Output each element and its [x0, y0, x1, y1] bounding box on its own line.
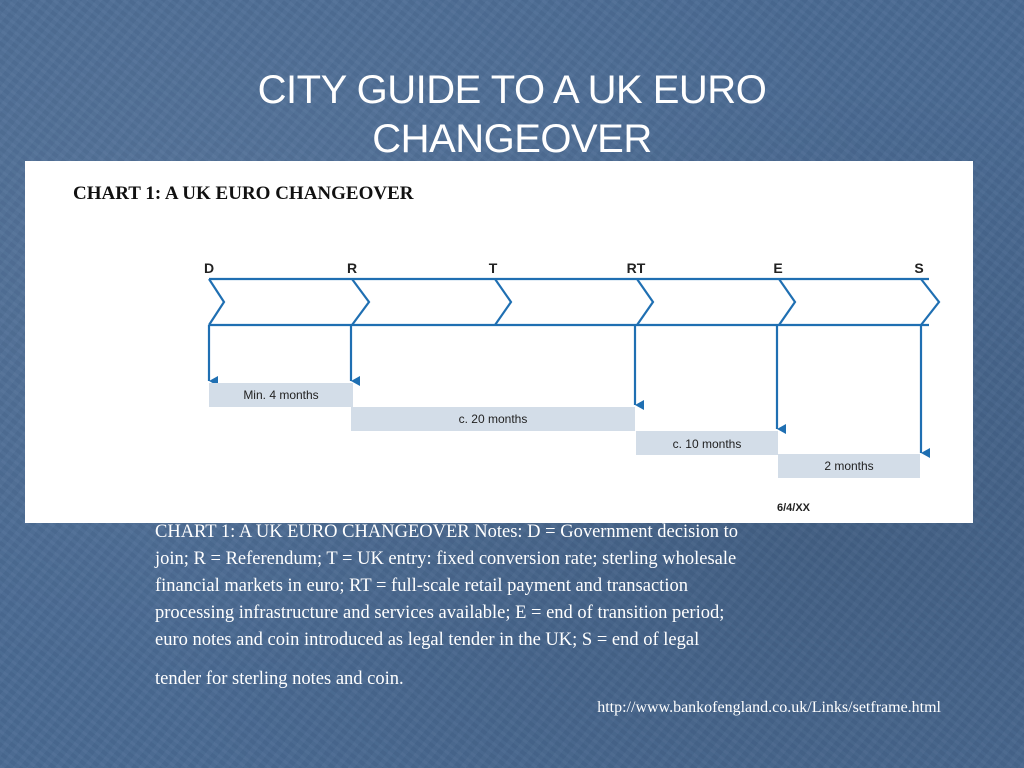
milestone-label-s: S: [914, 260, 924, 276]
caption-line-2: join; R = Referendum; T = UK entry: fixed conversion rate; sterling wholesale: [155, 549, 737, 569]
chevron-t: [495, 279, 511, 325]
chevron-s: [921, 279, 939, 325]
period-label-r-rt: c. 20 months: [458, 412, 528, 426]
period-label-d-r: Min. 4 months: [243, 388, 319, 402]
slide-title-line-2: CHANGEOVER: [372, 117, 652, 161]
milestone-label-e: E: [773, 260, 783, 276]
chevron-e: [779, 279, 795, 325]
period-label-e-s: 2 months: [824, 459, 874, 473]
milestone-label-rt: RT: [626, 260, 646, 276]
changeover-figure: [25, 161, 973, 523]
milestone-label-t: T: [488, 260, 498, 276]
slide-title: [0, 66, 1024, 164]
caption-line-1: CHART 1: A UK EURO CHANGEOVER Notes: D = Government decision to: [155, 522, 738, 542]
milestone-label-r: R: [346, 260, 358, 276]
slide-title-line-1: CITY GUIDE TO A UK EURO: [257, 68, 767, 112]
chevron-rt: [637, 279, 653, 325]
timeline-diagram: [25, 161, 973, 523]
chevron-r: [352, 279, 369, 325]
chevron-d: [209, 279, 224, 325]
figure-caption: [155, 519, 895, 693]
date-stamp: 6/4/XX: [777, 502, 811, 514]
timeline-track: [209, 279, 939, 325]
caption-line-5: euro notes and coin introduced as legal tender in the UK; S = end of legal: [155, 630, 700, 650]
caption-line-6: tender for sterling notes and coin.: [155, 669, 404, 689]
chart-title: CHART 1: A UK EURO CHANGEOVER: [73, 183, 414, 204]
period-label-rt-e: c. 10 months: [672, 437, 742, 451]
source-url-link[interactable]: http://www.bankofengland.co.uk/Links/setframe.html: [597, 699, 941, 716]
caption-line-4: processing infrastructure and services available; E = end of transition period;: [155, 603, 725, 623]
caption-line-3: financial markets in euro; RT = full-scale retail payment and transaction: [155, 576, 688, 596]
milestone-label-d: D: [203, 260, 215, 276]
